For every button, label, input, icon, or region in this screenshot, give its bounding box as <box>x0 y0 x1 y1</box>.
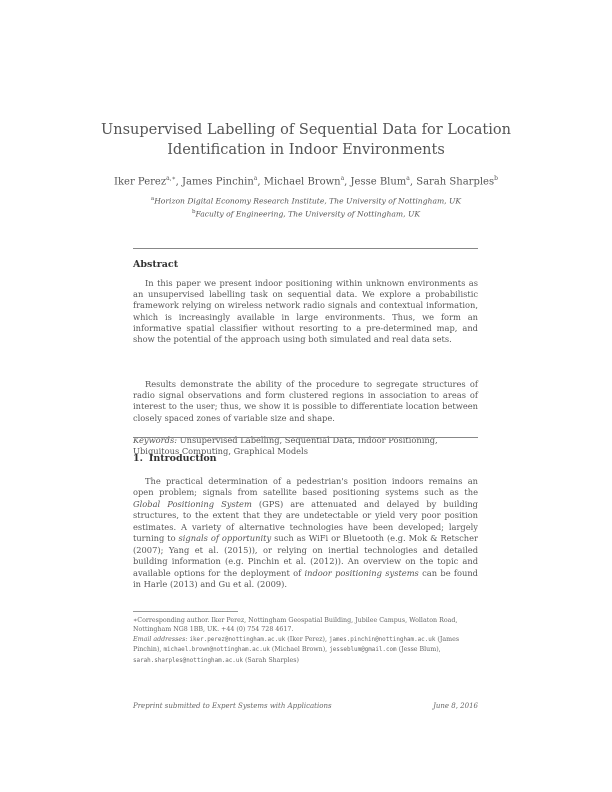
section-number: 1. <box>133 453 143 464</box>
author-name: Michael Brown <box>263 176 341 188</box>
text-run: such as WiFi or Bluetooth (e.g. Mok & Retscher (2007); Yang et al. (2015)), or relying on inertial technologies and detailed building information (e.g. Pinchin et al. (2012)). An overview on the topic and available options for the deployment of <box>133 533 478 578</box>
author-mark: a <box>253 175 258 182</box>
section-title: Introduction <box>148 453 217 464</box>
email-addresses <box>133 635 478 666</box>
page-footer <box>133 702 478 710</box>
author-mark: a <box>340 175 345 182</box>
affiliation-text: Horizon Digital Economy Research Institute, The University of Nottingham, UK <box>154 196 462 206</box>
emphasis-text: indoor positioning systems <box>304 567 419 578</box>
author-name: James Pinchin <box>182 176 254 188</box>
title-line-1: Unsupervised Labelling of Sequential Data for Location <box>101 122 511 138</box>
footnotes <box>133 616 478 666</box>
preprint-note: Preprint submitted to Expert Systems with Applications <box>133 702 332 710</box>
affiliations <box>0 194 612 219</box>
affiliation <box>0 207 612 220</box>
email-link[interactable]: iker.perez@nottingham.ac.uk <box>189 636 286 643</box>
affiliation <box>0 194 612 207</box>
email-owner: (James Pinchin), <box>133 635 460 654</box>
abstract-paragraph-2: Results demonstrate the ability of the procedure to segregate structures of radio signal observations and form clustered regions in association to areas of interest to the user; thus, we show it is possible to differentiate location between closely spaced zones of variable size and shape. <box>133 379 478 423</box>
introduction-paragraph <box>133 476 478 591</box>
keywords-text: Unsupervised Labelling, Sequential Data, Indoor Positioning, Ubiquitous Computing, Graphical Models <box>133 435 438 457</box>
footer-date: June 8, 2016 <box>433 702 478 710</box>
email-owner: (Jesse Blum), <box>398 646 441 654</box>
abstract-top-rule <box>133 248 478 249</box>
author-list: Iker Perez$^{a,∗}$, James Pinchin$^a$, Michael Brown$^a$, Jesse Blum$^a$, Sarah Sharples$^b$ <box>114 175 498 188</box>
text-run: can be found in Harle (2013) and Gu et al. (2009). <box>133 567 478 590</box>
email-link[interactable]: james.pinchin@nottingham.ac.uk <box>328 636 436 643</box>
section-heading-introduction <box>133 453 217 464</box>
author-mark: a <box>406 175 410 182</box>
paper-title <box>0 120 612 160</box>
text-run: The practical determination of a pedestrian's position indoors remains an open problem; signals from satellite based positioning systems such as the <box>133 476 478 498</box>
email-owner: (Michael Brown), <box>271 646 328 654</box>
emphasis-text: Global Positioning System <box>133 498 252 509</box>
email-owner: (Iker Perez), <box>287 635 327 643</box>
email-link[interactable]: jesseblum@gmail.com <box>329 647 397 654</box>
abstract-bottom-rule <box>133 437 478 438</box>
email-owner: (Sarah Sharples) <box>244 656 299 664</box>
affiliation-mark: b <box>191 208 196 215</box>
emphasis-text: signals of opportunity <box>178 533 272 544</box>
keywords-label: Keywords: <box>133 435 178 445</box>
author-name: Jesse Blum <box>350 176 407 188</box>
author-mark: a,∗ <box>166 175 176 182</box>
affiliation-text: Faculty of Engineering, The University of Nottingham, UK <box>195 209 421 219</box>
email-link[interactable]: michael.brown@nottingham.ac.uk <box>163 647 270 654</box>
affiliation-mark: a <box>150 196 155 202</box>
abstract-paragraph-1: In this paper we present indoor positioning within unknown environments as an unsupervised labelling task on sequential data. We explore a probabilistic framework relying on wireless network radio signals and contextual information, which is increasingly available in large environments. Thus, we form an informative spatial classifier without resorting to a pre-determined map, and show the potential of the approach using both simulated and real data sets. <box>133 278 478 345</box>
abstract-heading: Abstract <box>133 259 179 270</box>
corresponding-author-note: ∗Corresponding author. Iker Perez, Nottingham Geospatial Building, Jubilee Campus, Wollaton Road, Nottingham NG8 1BB, UK. +44 (0) 754 728 4617. <box>133 617 458 634</box>
email-link[interactable]: sarah.sharples@nottingham.ac.uk <box>133 657 243 664</box>
footnote-rule <box>133 611 238 612</box>
author-name: Iker Perez <box>114 176 167 188</box>
author-name: Sarah Sharples <box>416 176 495 188</box>
text-run: (GPS) are attenuated and delayed by building structures, to the extent that they are undetectable or yield very poor position estimates. A variety of alternative technologies have been developed; largely turning to <box>133 498 478 544</box>
email-label: Email addresses: <box>133 635 188 643</box>
author-mark: b <box>494 175 498 182</box>
title-line-2: Identification in Indoor Environments <box>167 142 445 158</box>
